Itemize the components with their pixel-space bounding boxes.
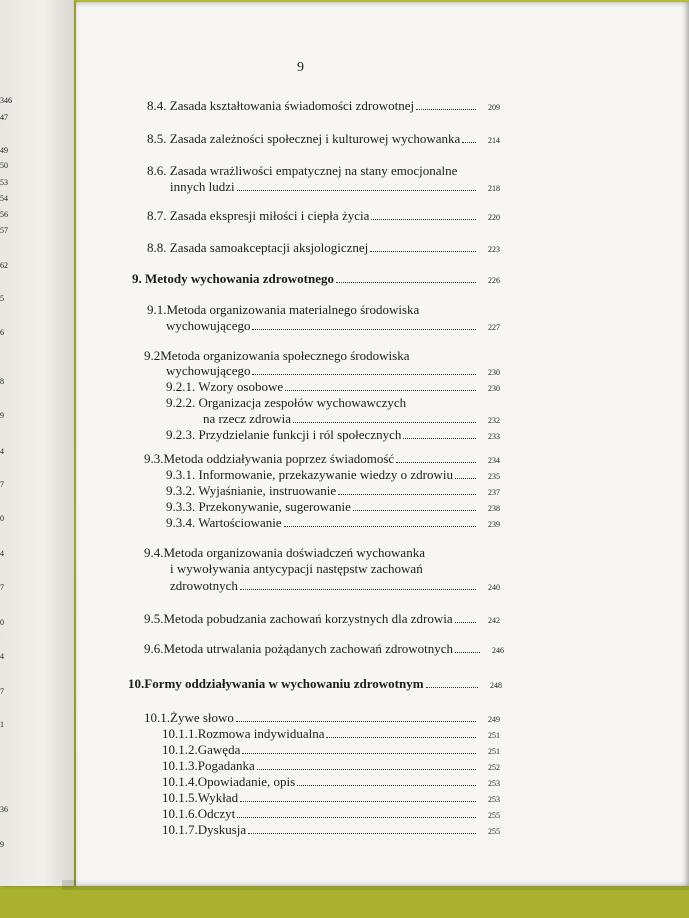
toc-entry-title: 8.5. Zasada zależności społecznej i kulturowej wychowanka bbox=[147, 131, 461, 146]
toc-entry-title: 10.1.3.Pogadanka bbox=[162, 758, 255, 773]
left-page-number: 9 bbox=[0, 840, 4, 849]
toc-entry-page: 253 bbox=[488, 795, 500, 804]
toc-entry bbox=[144, 641, 504, 656]
toc-entry-page: 242 bbox=[488, 616, 500, 625]
toc-entry-page: 230 bbox=[488, 384, 500, 393]
toc-entry-page: 255 bbox=[488, 827, 500, 836]
toc-entry-page: 246 bbox=[492, 646, 504, 655]
toc-entry-title: 10.1.Żywe słowo bbox=[144, 710, 234, 725]
toc-entry bbox=[170, 578, 500, 593]
dot-leader bbox=[396, 462, 476, 463]
toc-entry-title: 9.3.4. Wartościowanie bbox=[166, 515, 282, 530]
dot-leader bbox=[257, 769, 476, 770]
toc-chapter-title: 9. Metody wychowania zdrowotnego bbox=[132, 271, 334, 286]
dot-leader bbox=[338, 494, 476, 495]
left-page-number: 5 bbox=[0, 294, 4, 303]
toc-entry bbox=[170, 179, 500, 194]
toc-entry-title: 8.4. Zasada kształtowania świadomości zdrowotnej bbox=[147, 98, 415, 113]
toc-chapter bbox=[132, 271, 500, 286]
left-page-number: 7 bbox=[0, 687, 4, 696]
toc-entry-title: 9.2.3. Przydzielanie funkcji i ról społecznych bbox=[166, 427, 402, 442]
dot-leader bbox=[252, 374, 476, 375]
left-page-number: 56 bbox=[0, 210, 8, 219]
toc-entry-title: i wywoływania antycypacji następstw zachowań bbox=[170, 561, 423, 576]
left-page-number: 49 bbox=[0, 146, 8, 155]
dot-leader bbox=[237, 817, 476, 818]
toc-entry-page: 248 bbox=[490, 681, 502, 690]
left-page-number: 57 bbox=[0, 226, 8, 235]
dot-leader bbox=[462, 142, 476, 143]
toc-entry bbox=[144, 710, 500, 725]
toc-entry-title: 9.3.2. Wyjaśnianie, instruowanie bbox=[166, 483, 337, 498]
toc-entry bbox=[144, 611, 500, 626]
toc-entry bbox=[162, 758, 500, 773]
toc-entry-page: 226 bbox=[488, 276, 500, 285]
dot-leader bbox=[240, 801, 476, 802]
dot-leader bbox=[285, 390, 476, 391]
dot-leader bbox=[336, 282, 476, 283]
dot-leader bbox=[455, 622, 476, 623]
left-page-number: 7 bbox=[0, 480, 4, 489]
dot-leader bbox=[455, 652, 480, 653]
left-page bbox=[0, 0, 74, 886]
toc-entry bbox=[162, 726, 500, 741]
toc-entry-title: 9.3.3. Przekonywanie, sugerowanie bbox=[166, 499, 351, 514]
toc-entry-title: 9.4.Metoda organizowania doświadczeń wychowanka bbox=[144, 545, 425, 560]
toc-entry-page: 235 bbox=[488, 472, 500, 481]
left-page-number: 4 bbox=[0, 447, 4, 456]
toc-entry-page: 251 bbox=[488, 731, 500, 740]
dot-leader bbox=[242, 753, 476, 754]
dot-leader bbox=[237, 190, 476, 191]
toc-entry-title: 9.2Metoda organizowania społecznego środowiska bbox=[144, 348, 410, 363]
toc-entry bbox=[162, 790, 500, 805]
dot-leader bbox=[236, 721, 476, 722]
toc-entry-page: 253 bbox=[488, 779, 500, 788]
toc-entry-title: 10.1.1.Rozmowa indywidualna bbox=[162, 726, 325, 741]
toc-entry-title: 8.6. Zasada wrażliwości empatycznej na stany emocjonalne bbox=[147, 163, 458, 178]
toc-entry bbox=[162, 742, 500, 757]
toc-entry-page: 251 bbox=[488, 747, 500, 756]
toc-entry-title: na rzecz zdrowia bbox=[203, 411, 292, 426]
toc-entry-page: 249 bbox=[488, 715, 500, 724]
toc-entry-title: 9.2.2. Organizacja zespołów wychowawczych bbox=[166, 395, 407, 410]
toc-entry bbox=[166, 318, 500, 333]
toc-entry bbox=[166, 483, 500, 498]
toc-entry-page: 237 bbox=[488, 488, 500, 497]
toc-entry-title: 9.2.1. Wzory osobowe bbox=[166, 379, 284, 394]
left-page-number: 6 bbox=[0, 328, 4, 337]
toc-entry-title: zdrowotnych bbox=[170, 578, 238, 593]
toc-entry-title: 9.3.Metoda oddziaływania poprzez świadomość bbox=[144, 451, 395, 466]
dot-leader bbox=[297, 785, 476, 786]
toc-entry bbox=[166, 515, 500, 530]
toc-entry bbox=[144, 451, 500, 466]
toc-chapter-title: 10.Formy oddziaływania w wychowaniu zdrowotnym bbox=[128, 676, 424, 691]
toc-entry-page: 240 bbox=[488, 583, 500, 592]
left-page-number: 54 bbox=[0, 194, 8, 203]
dot-leader bbox=[252, 329, 476, 330]
toc-entry bbox=[147, 131, 500, 146]
left-page-number: 62 bbox=[0, 261, 8, 270]
toc-entry-title: 9.6.Metoda utrwalania pożądanych zachowań zdrowotnych bbox=[144, 641, 453, 656]
left-page-number: 0 bbox=[0, 514, 4, 523]
toc-entry-title: 10.1.2.Gawęda bbox=[162, 742, 241, 757]
toc-entry-title: 8.8. Zasada samoakceptacji aksjologicznej bbox=[147, 240, 369, 255]
dot-leader bbox=[370, 251, 476, 252]
toc-entry-title: wychowującego bbox=[166, 318, 251, 333]
dot-leader bbox=[403, 438, 476, 439]
toc-entry-title: 9.5.Metoda pobudzania zachowań korzystnych dla zdrowia bbox=[144, 611, 453, 626]
left-page-number: 7 bbox=[0, 583, 4, 592]
toc-entry bbox=[162, 806, 500, 821]
toc-entry-title: wychowującego bbox=[166, 363, 251, 378]
toc-entry-title: 8.7. Zasada ekspresji miłości i ciepła życia bbox=[147, 208, 370, 223]
dot-leader bbox=[284, 526, 476, 527]
dot-leader bbox=[455, 478, 476, 479]
toc-entry bbox=[166, 467, 500, 482]
toc-entry bbox=[162, 822, 500, 837]
toc-entry-page: 232 bbox=[488, 416, 500, 425]
left-page-number: 1 bbox=[0, 720, 4, 729]
toc-entry-page: 220 bbox=[488, 213, 500, 222]
left-page-number: 346 bbox=[0, 96, 12, 105]
toc-entry-page: 230 bbox=[488, 368, 500, 377]
left-page-number: 50 bbox=[0, 161, 8, 170]
dot-leader bbox=[326, 737, 476, 738]
toc-chapter bbox=[128, 676, 502, 691]
dot-leader bbox=[353, 510, 476, 511]
toc-entry bbox=[147, 208, 500, 223]
dot-leader bbox=[416, 109, 476, 110]
toc-entry-title: 9.1.Metoda organizowania materialnego środowiska bbox=[147, 302, 420, 317]
toc-entry bbox=[166, 427, 500, 442]
toc-entry-page: 227 bbox=[488, 323, 500, 332]
left-page-number: 9 bbox=[0, 411, 4, 420]
toc-entry bbox=[162, 774, 500, 789]
dot-leader bbox=[293, 422, 476, 423]
toc-entry bbox=[166, 499, 500, 514]
toc-entry-title: 9.3.1. Informowanie, przekazywanie wiedzy o zdrowiu bbox=[166, 467, 453, 482]
toc-entry-page: 238 bbox=[488, 504, 500, 513]
toc-entry-page: 218 bbox=[488, 184, 500, 193]
toc-entry bbox=[166, 379, 500, 394]
toc-entry-title: 10.1.4.Opowiadanie, opis bbox=[162, 774, 296, 789]
toc-entry-title: 10.1.6.Odczyt bbox=[162, 806, 236, 821]
toc-entry-title: 10.1.5.Wykład bbox=[162, 790, 239, 805]
dot-leader bbox=[248, 833, 476, 834]
toc-entry-title: innych ludzi bbox=[170, 179, 235, 194]
toc-entry bbox=[166, 363, 500, 378]
left-page-number: 8 bbox=[0, 377, 4, 386]
left-page-number: 36 bbox=[0, 805, 8, 814]
toc-entry bbox=[203, 411, 500, 426]
left-page-number: 4 bbox=[0, 652, 4, 661]
left-page-number: 4 bbox=[0, 549, 4, 558]
dot-leader bbox=[371, 219, 476, 220]
toc-entry bbox=[147, 98, 500, 113]
toc-entry-page: 255 bbox=[488, 811, 500, 820]
toc-entry-page: 252 bbox=[488, 763, 500, 772]
left-page-number: 0 bbox=[0, 618, 4, 627]
toc-entry-page: 233 bbox=[488, 432, 500, 441]
toc-entry bbox=[147, 240, 500, 255]
toc-entry-page: 214 bbox=[488, 136, 500, 145]
left-page-number: 53 bbox=[0, 178, 8, 187]
toc-entry-page: 223 bbox=[488, 245, 500, 254]
toc-entry-page: 209 bbox=[488, 103, 500, 112]
left-page-number: 47 bbox=[0, 113, 8, 122]
toc-entry-page: 239 bbox=[488, 520, 500, 529]
page-number: 9 bbox=[297, 60, 304, 75]
dot-leader bbox=[240, 589, 476, 590]
toc-entry-page: 234 bbox=[488, 456, 500, 465]
toc-entry-title: 10.1.7.Dyskusja bbox=[162, 822, 247, 837]
dot-leader bbox=[426, 687, 478, 688]
